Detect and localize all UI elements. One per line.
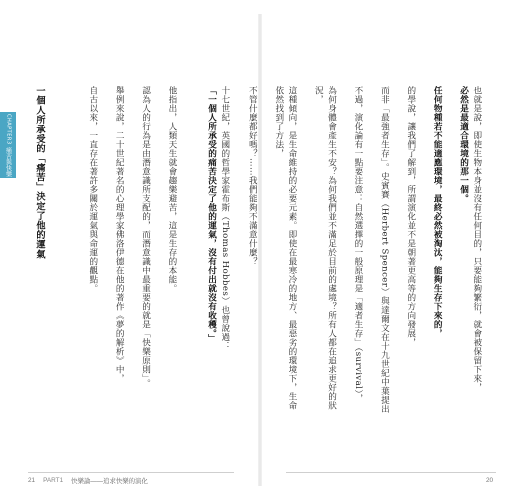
- chapter-tab-number: 3: [5, 140, 12, 145]
- paragraph: 舉例來說，二十世紀著名的心理學家佛洛伊德在他的著作《夢的解析》中，: [114, 86, 125, 383]
- highlight-tail: 必然是最適合環境的那一個。: [458, 86, 469, 203]
- paragraph: 不管什麼都好嗎？……我們能夠不滿意什麼？: [247, 86, 258, 266]
- left-footer: [28, 474, 148, 486]
- left-page-body: [33, 86, 244, 414]
- footer-rule: [286, 472, 496, 473]
- right-footer: [486, 474, 493, 486]
- page-number: 21: [28, 476, 36, 484]
- paragraph: 自古以來，一直存在著許多關於運氣與命運的觀點。: [87, 86, 98, 293]
- paragraph: 十七世紀，英國的哲學家霍布斯（Thomas Hobbes）也曾說過：: [219, 86, 230, 351]
- closing-quote: 「一個人所承受的痛苦決定了他的運氣，沒有付出就沒有收穫。」: [206, 86, 217, 343]
- page-number: 20: [486, 476, 494, 484]
- left-page: [0, 0, 258, 500]
- chapter-tab-label-zh: 痛苦與快樂: [4, 146, 12, 177]
- paragraph: 這種傾向，是生命維持的必要元素。即使在最寒冷的地方、最惡劣的環境下，生命依然找到了方法，: [273, 86, 297, 410]
- paragraph: 為何身體會產生不安？為何我們並不滿足於目前的處境？所有人都在追求更好的狀況，: [313, 86, 337, 410]
- highlight-heading: 任何物種若不能適應環境，最終必然被淘汰，能夠生存下來的，: [432, 86, 443, 338]
- section-heading: 一個人所承受的「痛苦」決定了他的運氣: [33, 86, 45, 259]
- paragraph: 他指出，人類天生就會趨樂避苦，這是生存的本能。: [166, 86, 177, 293]
- paragraph: 不過，演化論有一點要注意：自然選擇的一般原理是「適者生存」（survival），: [352, 86, 363, 403]
- paragraph: 的學說，讓我們了解到，所謂演化並不是朝著更高等的方向發展，: [405, 86, 416, 347]
- footer-rule: [28, 472, 234, 473]
- paragraph: 也就是說，即使生物本身並沒有任何目的，只要能夠繁衍，就會被保留下來，: [471, 86, 482, 392]
- paragraph: 認為人的行為是由潛意識所支配的，而潛意識中最重要的就是「快樂原則」。: [140, 86, 151, 388]
- paragraph: 而非「最強者生存」。史賓賽（Herbert Spencer）與達爾文在十九世紀中葉提出: [379, 86, 390, 414]
- footer-title: 快樂論——追求快樂的演化: [71, 477, 148, 485]
- chapter-tab[interactable]: [0, 112, 16, 178]
- right-page-body: [247, 86, 496, 414]
- footer-part: PART1: [43, 476, 64, 484]
- chapter-tab-label-en: CHAPTER: [5, 114, 12, 141]
